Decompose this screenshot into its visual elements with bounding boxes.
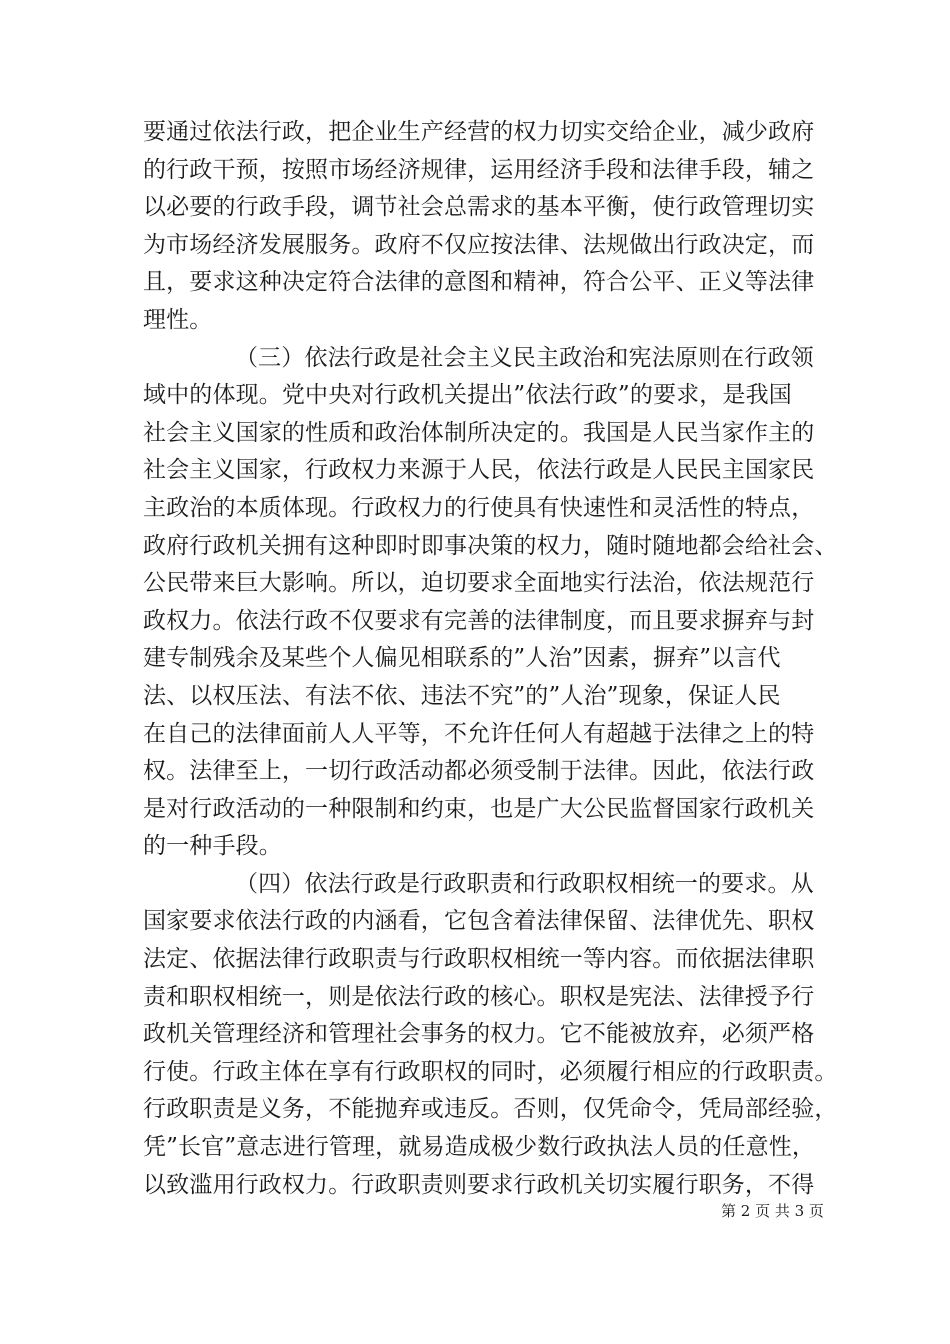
text-line: 责和职权相统一，则是依法行政的核心。职权是宪法、法律授予行	[143, 983, 815, 1010]
text-line: 公民带来巨大影响。所以，迫切要求全面地实行法治，依法规范行	[143, 570, 815, 597]
text-line: 权。法律至上，一切行政活动都必须受制于法律。因此，依法行政	[143, 758, 815, 785]
paragraph-heading-3: （三）依法行政是社会主义民主政治和宪法原则在行政领	[235, 344, 814, 371]
text-line: 法、以权压法、有法不依、违法不究”的”人治”现象，保证人民	[143, 682, 781, 709]
text-line: 凭”长官”意志进行管理，就易造成极少数行政执法人员的任意性，	[143, 1134, 816, 1161]
text-line: 政府行政机关拥有这种即时即事决策的权力，随时随地都会给社会、	[143, 532, 838, 559]
text-line: 的行政干预，按照市场经济规律，运用经济手段和法律手段，辅之	[143, 156, 815, 183]
text-line: 理性。	[143, 306, 213, 333]
text-line: 建专制残余及某些个人偏见相联系的”人治”因素，摒弃”以言代	[143, 645, 781, 672]
text-line: 主政治的本质体现。行政权力的行使具有快速性和灵活性的特点，	[143, 494, 815, 521]
text-line: 政权力。依法行政不仅要求有完善的法律制度，而且要求摒弃与封	[143, 607, 815, 634]
text-line: 政机关管理经济和管理社会事务的权力。它不能被放弃，必须严格	[143, 1021, 815, 1048]
text-line: 以致滥用行政权力。行政职责则要求行政机关切实履行职务，不得	[143, 1171, 815, 1198]
text-line: 为市场经济发展服务。政府不仅应按法律、法规做出行政决定，而	[143, 231, 815, 258]
text-line: 国家要求依法行政的内涵看，它包含着法律保留、法律优先、职权	[143, 908, 815, 935]
text-line: 域中的体现。党中央对行政机关提出”依法行政”的要求，是我国	[143, 382, 792, 409]
text-line: 行政职责是义务，不能抛弃或违反。否则，仅凭命令，凭局部经验，	[143, 1096, 838, 1123]
text-line: 要通过依法行政，把企业生产经营的权力切实交给企业，减少政府	[143, 119, 815, 145]
text-line: 的一种手段。	[143, 833, 282, 860]
text-line: 法定、依据法律行政职责与行政职权相统一等内容。而依据法律职	[143, 946, 815, 973]
text-line: 社会主义国家的性质和政治体制所决定的。我国是人民当家作主的	[143, 419, 815, 446]
paragraph-heading-4: （四）依法行政是行政职责和行政职权相统一的要求。从	[235, 870, 814, 897]
text-line: 社会主义国家，行政权力来源于人民，依法行政是人民民主国家民	[143, 457, 815, 484]
text-line: 以必要的行政手段，调节社会总需求的基本平衡，使行政管理切实	[143, 194, 815, 221]
text-line: 是对行政活动的一种限制和约束，也是广大公民监督国家行政机关	[143, 795, 815, 822]
body-text	[143, 114, 838, 1204]
text-line: 行使。行政主体在享有行政职权的同时，必须履行相应的行政职责。	[143, 1058, 838, 1085]
text-line: 且，要求这种决定符合法律的意图和精神，符合公平、正义等法律	[143, 269, 815, 296]
page-number-footer: 第 2 页 共 3 页	[721, 1202, 824, 1220]
text-line: 在自己的法律面前人人平等，不允许任何人有超越于法律之上的特	[143, 720, 815, 747]
